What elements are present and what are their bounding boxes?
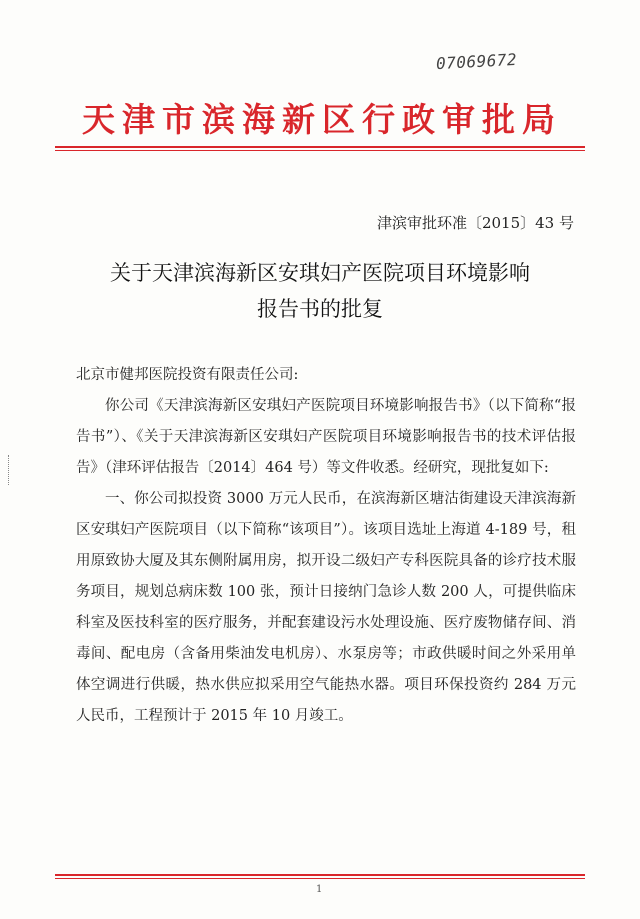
title-line-2: 报告书的批复 <box>257 297 383 321</box>
title-line-1: 关于天津滨海新区安琪妇产医院项目环境影响 <box>110 261 530 285</box>
document-body <box>76 360 576 732</box>
body-paragraph-1: 你公司《天津滨海新区安琪妇产医院项目环境影响报告书》（以下简称“报告书”）、《关于天津滨海新区安琪妇产医院项目环境影响报告书的技术评估报告》（津环评估报告〔2014〕464 号）等文件收悉。经研究，现批复如下: <box>76 398 576 476</box>
binding-marks <box>8 455 13 485</box>
document-number: 津滨审批环准〔2015〕43 号 <box>376 214 574 232</box>
body-paragraph-2: 一、你公司拟投资 3000 万元人民币，在滨海新区塘沽街建设天津滨海新区安琪妇产医院项目（以下简称“该项目”）。该项目选址上海道 4-189 号，租用原致协大厦及其东侧附属用房，拟开设二级妇产专科医院具备的诊疗技术服务项目，规划总病床数 100 张，预计日接纳门急诊人数 200 人，可提供临床科室及医技科室的医疗服务，并配套建设污水处理设施、医疗废物储存间、消毒间、配电房（含备用柴油发电机房）、水泵房等；市政供暖时间之外采用单体空调进行供暖，热水供应拟采用空气能热水器。项目环保投资约 284 万元人民币，工程预计于 2015 年 10 月竣工。 <box>76 491 576 724</box>
agency-masthead: 天津市滨海新区行政审批局 <box>82 100 562 139</box>
masthead-red-rule <box>55 146 585 148</box>
page-number: 1 <box>316 884 323 895</box>
footer-red-rule-thin <box>55 878 585 879</box>
addressee: 北京市健邦医院投资有限责任公司: <box>76 367 299 383</box>
masthead-red-rule-thin <box>55 150 585 151</box>
handwritten-note: 07069672 <box>435 49 518 74</box>
document-title <box>40 255 600 327</box>
footer-red-rule <box>55 874 585 876</box>
